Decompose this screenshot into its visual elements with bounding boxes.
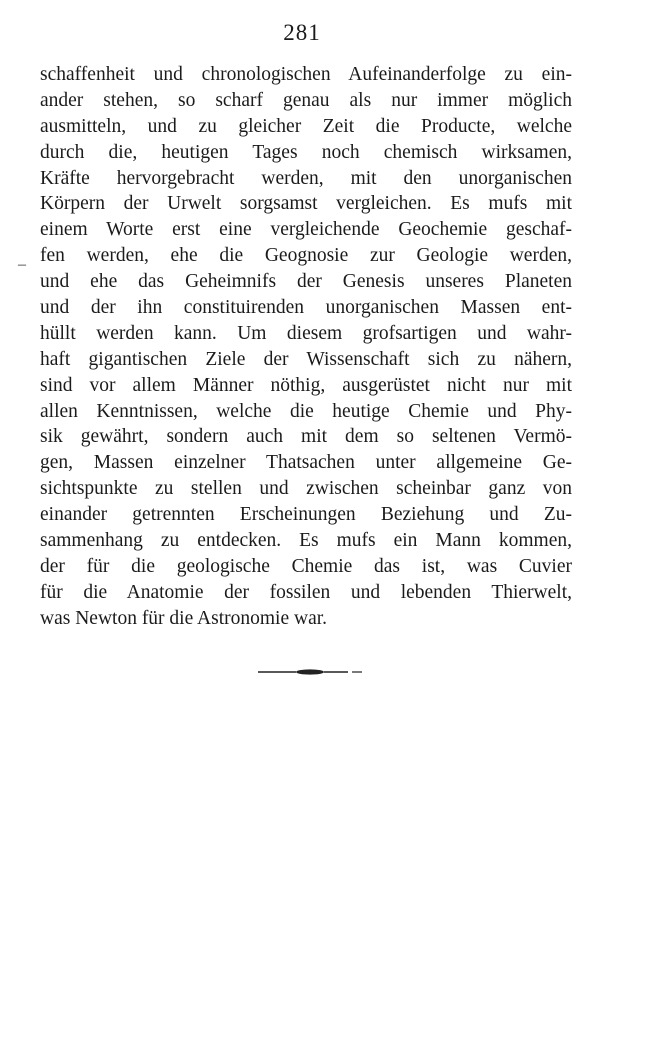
text-line: Kräfte hervorgebracht werden, mit den unorganischen bbox=[40, 167, 572, 189]
margin-mark: – bbox=[18, 256, 26, 273]
text-line: fen werden, ehe die Geognosie zur Geologie werden, bbox=[40, 245, 572, 267]
text-line: schaffenheit und chronologischen Aufeinanderfolge zu ein- bbox=[40, 64, 572, 85]
text-line: ausmitteln, und zu gleicher Zeit die Producte, welche bbox=[40, 115, 572, 137]
text-line: durch die, heutigen Tages noch chemisch wirksamen, bbox=[40, 141, 572, 163]
text-line: ander stehen, so scharf genau als nur immer möglich bbox=[40, 89, 572, 111]
text-line: und ehe das Geheimnifs der Genesis unseres Planeten bbox=[40, 271, 572, 293]
body-text bbox=[40, 62, 572, 632]
text-line: für die Anatomie der fossilen und lebenden Thierwelt, bbox=[40, 581, 572, 603]
text-line: sammenhang zu entdecken. Es mufs ein Mann kommen, bbox=[40, 530, 572, 552]
text-line: einem Worte erst eine vergleichende Geochemie geschaf- bbox=[40, 219, 572, 241]
text-line: Körpern der Urwelt sorgsamst vergleichen. Es mufs mit bbox=[40, 193, 572, 215]
text-line: sik gewährt, sondern auch mit dem so seltenen Vermö- bbox=[40, 426, 572, 448]
text-line: was Newton für die Astronomie war. bbox=[40, 607, 328, 629]
end-ornament bbox=[258, 668, 362, 676]
text-line: sind vor allem Männer nöthig, ausgerüstet nicht nur mit bbox=[40, 374, 572, 396]
text-line: gen, Massen einzelner Thatsachen unter allgemeine Ge- bbox=[40, 452, 572, 474]
text-line: hüllt werden kann. Um diesem grofsartigen und wahr- bbox=[40, 322, 572, 344]
text-line: haft gigantischen Ziele der Wissenschaft sich zu nähern, bbox=[40, 348, 572, 370]
text-line: der für die geologische Chemie das ist, was Cuvier bbox=[40, 555, 572, 577]
text-line: einander getrennten Erscheinungen Beziehung und Zu- bbox=[40, 504, 572, 526]
text-line: allen Kenntnissen, welche die heutige Chemie und Phy- bbox=[40, 400, 572, 422]
text-line: sichtspunkte zu stellen und zwischen scheinbar ganz von bbox=[40, 478, 572, 500]
text-line: und der ihn constituirenden unorganischen Massen ent- bbox=[40, 297, 572, 319]
page-number: 281 bbox=[283, 20, 321, 45]
